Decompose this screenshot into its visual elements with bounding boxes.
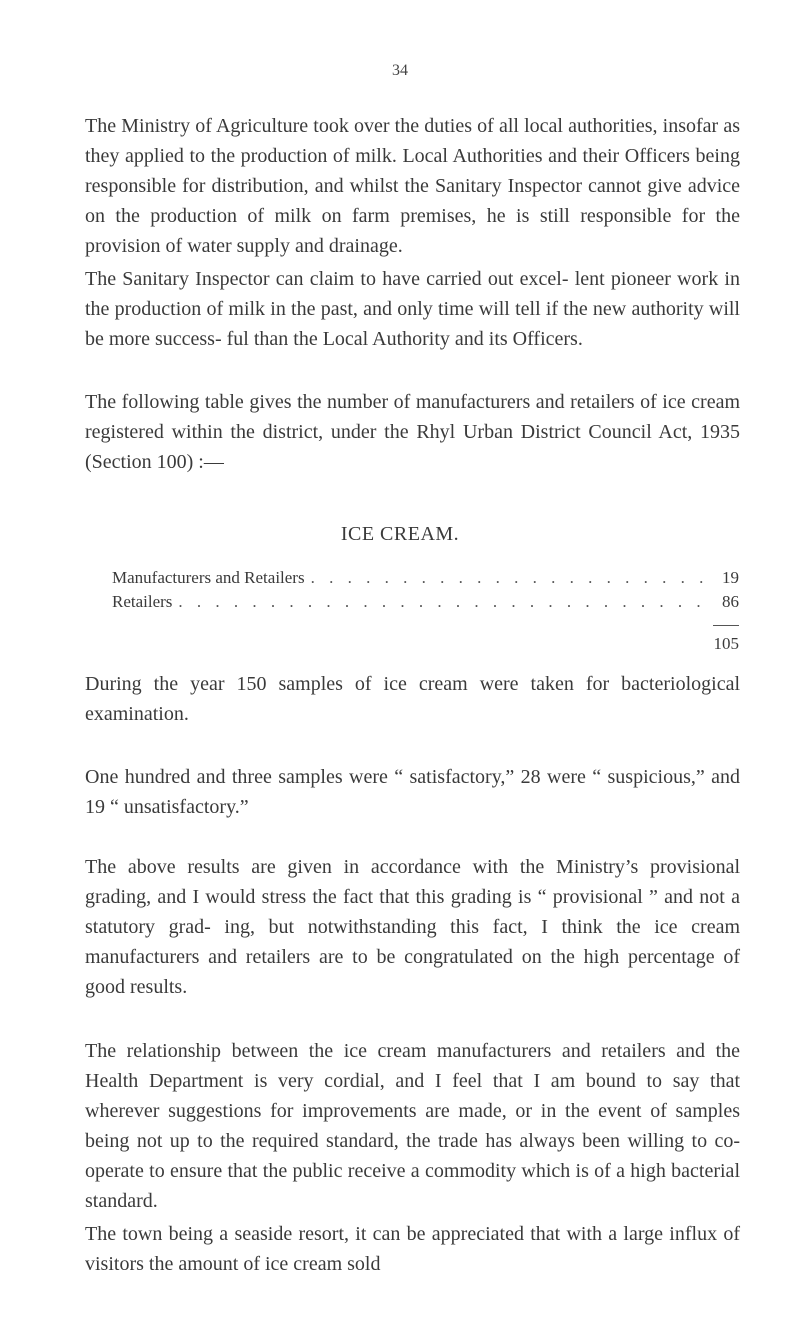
table-row-label: Manufacturers and Retailers [112, 568, 305, 587]
table-row [112, 566, 739, 590]
total-rule [713, 625, 739, 626]
paragraph-sample-results: One hundred and three samples were “ satisfactory,” 28 were “ suspicious,” and 19 “ unsatisfactory.” [85, 766, 740, 818]
table-row [112, 590, 739, 614]
paragraph-sanitary-inspector: The Sanitary Inspector can claim to have carried out excel- lent pioneer work in the production of milk in the past, and only time will tell if the new authority will be more success- ful than the Local Authority and its Officers. [85, 268, 740, 350]
table-row-value: 86 [722, 592, 739, 611]
dot-leader [305, 566, 703, 590]
paragraph-milk-duties: The Ministry of Agriculture took over the duties of all local authorities, insofar as they applied to the production of milk. Local Authorities and their Officers being responsible for distribution, and whilst the Sanitary Inspector cannot give advice on the production of milk on farm premises, he is still responsible for the provision of water supply and drainage. [85, 115, 740, 257]
paragraph-samples-taken: During the year 150 samples of ice cream were taken for bacteriological examination. [85, 673, 740, 725]
table-row-value: 19 [722, 568, 739, 587]
table-row-label: Retailers [112, 592, 173, 611]
table-total: 105 [713, 634, 739, 653]
page-number: 34 [392, 62, 408, 79]
paragraph-trade-relationship: The relationship between the ice cream manufacturers and retailers and the Health Department is very cordial, and I feel that I am bound to say that wherever suggestions for improvements are made, or in the event of samples being not up to the required standard, the trade has always been willing to co-operate to ensure that the public receive a commodity which is of a high bacterial standard. [85, 1040, 740, 1212]
ice-cream-table-title: ICE CREAM. [340, 523, 460, 545]
paragraph-table-intro: The following table gives the number of manufacturers and retailers of ice cream registered within the district, under the Rhyl Urban District Council Act, 1935 (Section 100) :— [85, 391, 740, 473]
dot-leader [172, 590, 703, 614]
paragraph-provisional-grading: The above results are given in accordance with the Ministry’s provisional grading, and I would stress the fact that this grading is “ provisional ” and not a statutory grad- ing, but notwithstanding this fact, I think the ice cream manufacturers and retailers are to be congratulated on the high percentage of good results. [85, 856, 740, 998]
paragraph-seaside-resort: The town being a seaside resort, it can be appreciated that with a large influx of visitors the amount of ice cream sold [85, 1223, 740, 1275]
